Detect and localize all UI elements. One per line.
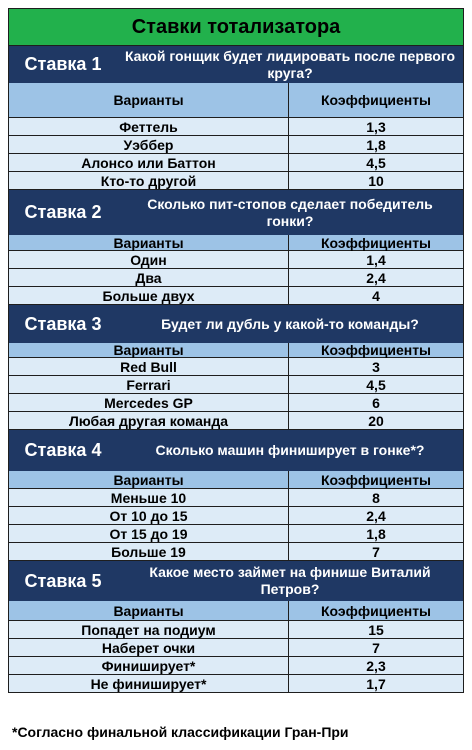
bet-label: Ставка 1 <box>24 54 102 74</box>
table-row <box>8 118 464 136</box>
bet-question: Сколько машин финиширует в гонке*? <box>155 442 425 458</box>
option-cell: Больше двух <box>9 287 289 305</box>
option-cell: Один <box>9 251 289 269</box>
column-header-row <box>8 83 464 118</box>
bet-block <box>8 561 464 693</box>
odds-cell: 1,7 <box>289 675 463 693</box>
odds-cell: 4,5 <box>289 154 463 172</box>
option-cell: Финиширует* <box>9 657 289 675</box>
option-cell: Попадет на подиум <box>9 621 289 639</box>
column-header-options: Варианты <box>9 471 289 489</box>
odds-cell: 7 <box>289 543 463 561</box>
option-cell: Любая другая команда <box>9 412 289 430</box>
bet-question: Будет ли дубль у какой-то команды? <box>161 315 419 332</box>
odds-cell: 1,8 <box>289 136 463 154</box>
option-cell: Феттель <box>9 118 289 136</box>
odds-cell: 10 <box>289 172 463 190</box>
odds-cell: 7 <box>289 639 463 657</box>
column-header-odds: Коэффициенты <box>289 601 463 621</box>
bet-block <box>8 430 464 561</box>
bet-header <box>8 190 464 235</box>
bet-header <box>8 46 464 83</box>
column-header-odds: Коэффициенты <box>289 471 463 489</box>
odds-cell: 2,3 <box>289 657 463 675</box>
table-row <box>8 621 464 639</box>
column-header-odds: Коэффициенты <box>289 343 463 358</box>
option-cell: Mercedes GP <box>9 394 289 412</box>
odds-cell: 6 <box>289 394 463 412</box>
table-row <box>8 507 464 525</box>
bet-block <box>8 305 464 430</box>
bet-question: Какой гонщик будет лидировать после первого круга? <box>124 47 456 81</box>
column-header-row <box>8 471 464 489</box>
option-cell: Алонсо или Баттон <box>9 154 289 172</box>
odds-cell: 8 <box>289 489 463 507</box>
column-header-options: Варианты <box>9 83 289 118</box>
table-row <box>8 251 464 269</box>
betting-sheet <box>8 8 464 693</box>
footnote: *Согласно финальной классификации Гран-При <box>12 724 349 740</box>
option-cell: Кто-то другой <box>9 172 289 190</box>
table-row <box>8 639 464 657</box>
column-header-odds: Коэффициенты <box>289 235 463 251</box>
bet-label: Ставка 4 <box>24 440 102 460</box>
odds-cell: 4,5 <box>289 376 463 394</box>
odds-cell: 2,4 <box>289 269 463 287</box>
bet-question: Сколько пит-стопов сделает победитель гонки? <box>147 195 433 229</box>
option-cell: Два <box>9 269 289 287</box>
bets-container <box>8 46 464 693</box>
table-row <box>8 269 464 287</box>
odds-cell: 1,8 <box>289 525 463 543</box>
column-header-row <box>8 601 464 621</box>
bet-block <box>8 190 464 305</box>
option-cell: Больше 19 <box>9 543 289 561</box>
column-header-options: Варианты <box>9 235 289 251</box>
bet-label: Ставка 5 <box>24 570 102 591</box>
bet-question: Какое место займет на финише Виталий Петров? <box>149 564 431 597</box>
option-cell: От 10 до 15 <box>9 507 289 525</box>
table-row <box>8 412 464 430</box>
odds-cell: 1,3 <box>289 118 463 136</box>
odds-cell: 15 <box>289 621 463 639</box>
bet-label: Ставка 2 <box>24 202 102 222</box>
option-cell: Не финиширует* <box>9 675 289 693</box>
column-header-row <box>8 343 464 358</box>
option-cell: Red Bull <box>9 358 289 376</box>
table-row <box>8 136 464 154</box>
bet-header <box>8 430 464 471</box>
column-header-odds: Коэффициенты <box>289 83 463 118</box>
odds-cell: 4 <box>289 287 463 305</box>
table-row <box>8 154 464 172</box>
table-row <box>8 394 464 412</box>
bet-header <box>8 561 464 601</box>
odds-cell: 2,4 <box>289 507 463 525</box>
column-header-options: Варианты <box>9 601 289 621</box>
sheet-title: Ставки тотализатора <box>8 8 464 46</box>
table-row <box>8 657 464 675</box>
column-header-options: Варианты <box>9 343 289 358</box>
option-cell: Уэббер <box>9 136 289 154</box>
bet-block <box>8 46 464 190</box>
table-row <box>8 287 464 305</box>
table-row <box>8 376 464 394</box>
table-row <box>8 543 464 561</box>
table-row <box>8 675 464 693</box>
odds-cell: 20 <box>289 412 463 430</box>
bet-label: Ставка 3 <box>24 313 102 334</box>
odds-cell: 1,4 <box>289 251 463 269</box>
bet-header <box>8 305 464 343</box>
table-row <box>8 525 464 543</box>
column-header-row <box>8 235 464 251</box>
table-row <box>8 172 464 190</box>
table-row <box>8 489 464 507</box>
option-cell: Ferrari <box>9 376 289 394</box>
odds-cell: 3 <box>289 358 463 376</box>
option-cell: Меньше 10 <box>9 489 289 507</box>
option-cell: От 15 до 19 <box>9 525 289 543</box>
table-row <box>8 358 464 376</box>
option-cell: Наберет очки <box>9 639 289 657</box>
